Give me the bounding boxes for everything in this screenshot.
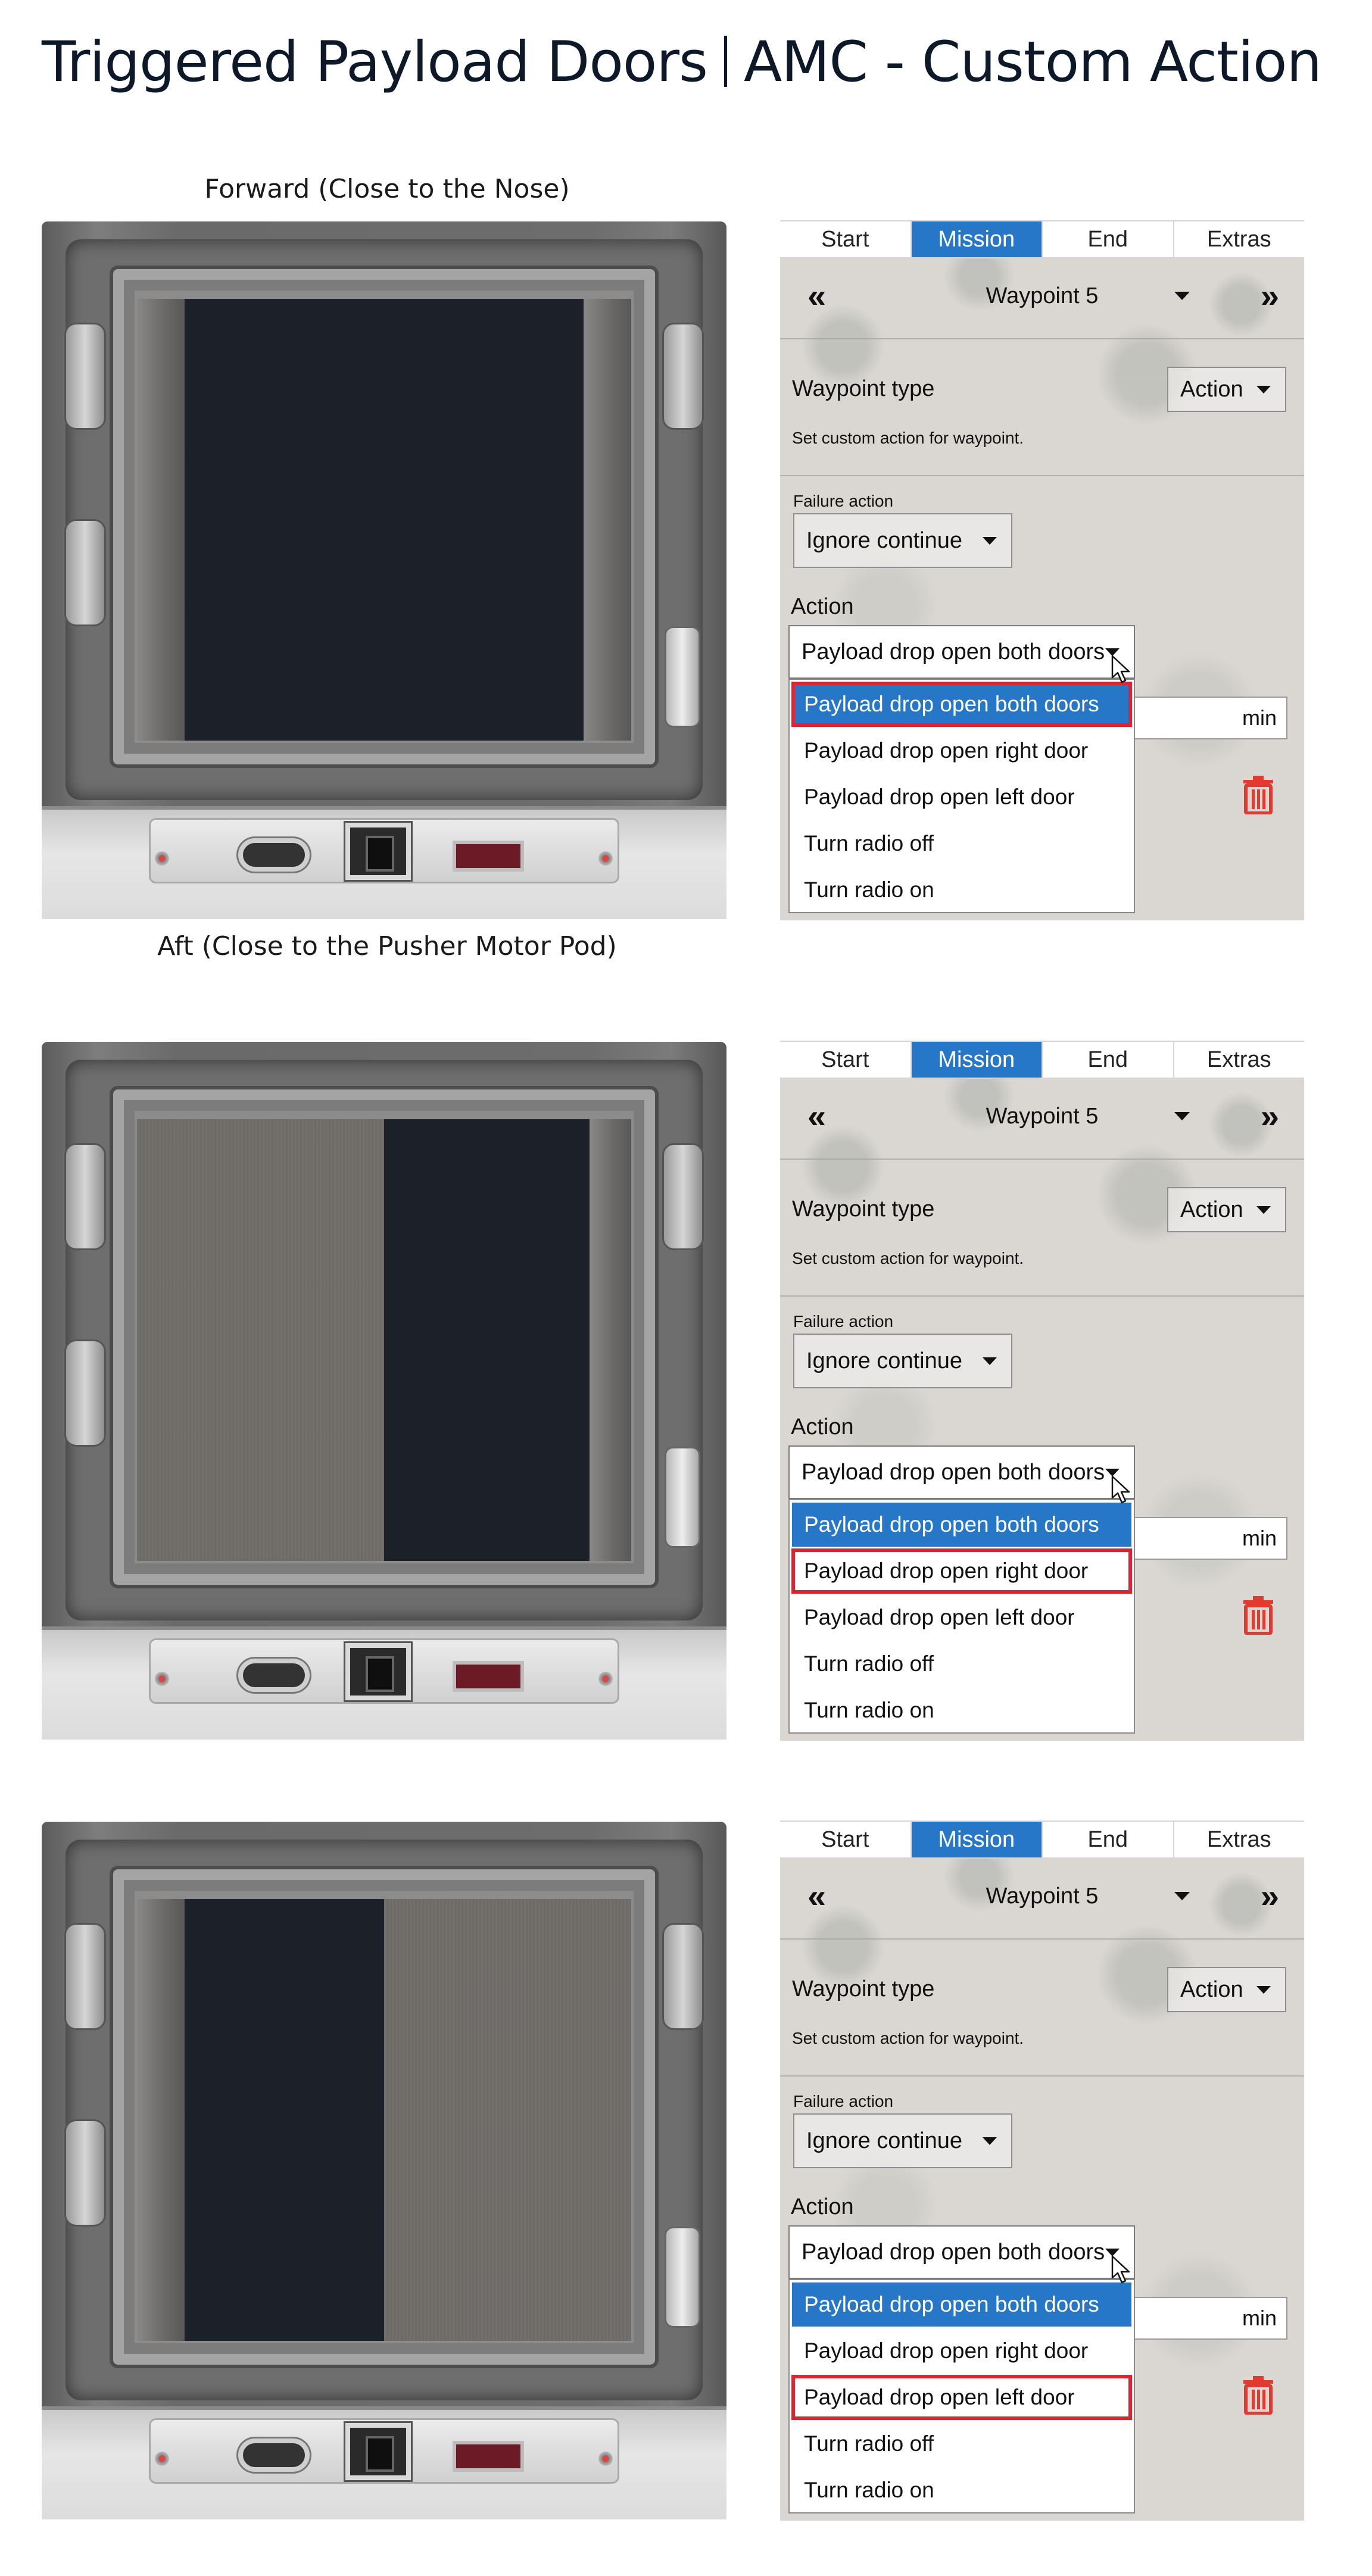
door-latch <box>665 2227 700 2328</box>
action-label: Action <box>791 2194 854 2219</box>
action-value: Payload drop open both doors <box>802 2239 1105 2265</box>
divider <box>780 2075 1304 2077</box>
failure-action-select[interactable] <box>793 2113 1012 2168</box>
action-option[interactable]: Payload drop open both doors <box>792 1503 1131 1547</box>
chevron-down-icon <box>983 537 997 545</box>
double-chevron-left-icon[interactable]: « <box>807 1877 827 1915</box>
chevron-down-icon <box>1256 386 1271 394</box>
title-left: Triggered Payload Doors <box>42 30 707 95</box>
action-option[interactable]: Turn radio off <box>804 2431 934 2456</box>
action-option[interactable]: Payload drop open right door <box>804 738 1089 763</box>
tab-start[interactable]: Start <box>780 1822 912 1857</box>
waypoint-type-value: Action <box>1180 1197 1243 1222</box>
waypoint-type-select[interactable] <box>1167 1967 1286 2012</box>
double-chevron-right-icon[interactable]: » <box>1260 1097 1279 1135</box>
door-latch <box>665 1447 700 1548</box>
waypoint-type-select[interactable] <box>1167 1187 1286 1232</box>
action-option[interactable]: Payload drop open left door <box>804 785 1075 809</box>
tab-extras[interactable]: Extras <box>1206 1826 1271 1852</box>
usb-port <box>238 1659 310 1692</box>
hinge-bracket <box>64 1143 106 1250</box>
chevron-down-icon <box>983 2137 997 2145</box>
action-option[interactable]: Turn radio on <box>804 1698 934 1722</box>
payload-bay-photo <box>42 221 726 919</box>
action-option[interactable]: Payload drop open right door <box>792 1549 1131 1593</box>
hinge-bracket <box>662 323 704 430</box>
action-option[interactable]: Turn radio on <box>804 878 934 902</box>
tab-end[interactable]: End <box>1043 221 1174 257</box>
tab-end[interactable]: End <box>1043 1822 1174 1857</box>
action-option[interactable]: Payload drop open left door <box>792 2375 1131 2419</box>
double-chevron-left-icon[interactable]: « <box>807 1097 827 1135</box>
tab-mission[interactable]: Mission <box>912 1042 1043 1078</box>
closed-door-panel <box>384 1899 631 2341</box>
divider <box>780 1938 1304 1940</box>
mission-tabs <box>780 1821 1304 1859</box>
mouse-cursor-icon <box>1111 655 1131 683</box>
door-latch <box>665 626 700 727</box>
usb-port <box>238 838 310 872</box>
folded-door-panel <box>137 299 185 741</box>
screw <box>598 851 613 866</box>
action-option[interactable]: Turn radio off <box>804 831 934 855</box>
screw <box>155 2452 169 2466</box>
waypoint-type-select[interactable] <box>1167 367 1286 412</box>
action-option[interactable]: Payload drop open both doors <box>792 2283 1131 2327</box>
failure-action-value: Ignore continue <box>806 1348 962 1373</box>
chevron-down-icon <box>1256 1206 1271 1214</box>
screw <box>598 2452 613 2466</box>
action-select[interactable] <box>788 625 1135 679</box>
chevron-down-icon[interactable] <box>1174 1112 1190 1120</box>
chevron-down-icon <box>983 1357 997 1365</box>
title-separator <box>724 36 727 87</box>
duration-field[interactable] <box>1131 2297 1287 2340</box>
action-dropdown-list <box>788 1499 1135 1734</box>
divider <box>780 1295 1304 1297</box>
payload-bay-photo <box>42 1822 726 2519</box>
screw <box>155 851 169 866</box>
mouse-cursor-icon <box>1111 2255 1131 2284</box>
hinge-bracket <box>64 1339 106 1447</box>
bay-opening <box>137 299 631 741</box>
red-label <box>453 841 524 872</box>
double-chevron-right-icon[interactable]: » <box>1260 277 1279 314</box>
action-option[interactable]: Payload drop open both doors <box>792 682 1131 726</box>
screw <box>598 1672 613 1686</box>
tab-extras[interactable]: Extras <box>1206 1047 1271 1072</box>
red-label <box>453 1661 524 1692</box>
duration-field[interactable] <box>1131 1517 1287 1560</box>
usb-port <box>238 2438 310 2472</box>
custom-action-hint: Set custom action for waypoint. <box>792 2029 1024 2047</box>
hinge-bracket <box>662 1143 704 1250</box>
folded-door-panel <box>584 299 631 741</box>
failure-action-value: Ignore continue <box>806 527 962 553</box>
mission-tabs <box>780 1041 1304 1079</box>
tab-extras[interactable]: Extras <box>1206 226 1271 252</box>
divider <box>780 475 1304 476</box>
page-title <box>42 30 1321 107</box>
tab-mission[interactable]: Mission <box>912 1822 1043 1857</box>
waypoint-type-label: Waypoint type <box>792 1977 935 2002</box>
hinge-bracket <box>64 519 106 626</box>
waypoint-navigator <box>780 1088 1304 1148</box>
duration-unit: min <box>1242 1526 1277 1550</box>
action-dropdown-list <box>788 679 1135 913</box>
folded-door-panel <box>590 1119 631 1561</box>
double-chevron-left-icon[interactable]: « <box>807 277 827 314</box>
failure-action-label: Failure action <box>793 2092 894 2110</box>
action-value: Payload drop open both doors <box>802 1459 1105 1485</box>
duration-field[interactable] <box>1131 697 1287 739</box>
action-dropdown-list <box>788 2279 1135 2513</box>
mission-tabs <box>780 220 1304 258</box>
failure-action-value: Ignore continue <box>806 2128 962 2153</box>
payload-bay-photo <box>42 1042 726 1740</box>
mission-panel <box>780 1041 1304 1741</box>
delete-icon[interactable] <box>1241 775 1276 814</box>
action-option[interactable]: Turn radio off <box>804 1651 934 1676</box>
double-chevron-right-icon[interactable]: » <box>1260 1877 1279 1915</box>
custom-action-hint: Set custom action for waypoint. <box>792 429 1024 447</box>
waypoint-type-label: Waypoint type <box>792 376 935 401</box>
waypoint-type-value: Action <box>1180 376 1243 402</box>
tab-start[interactable]: Start <box>780 221 912 257</box>
action-value: Payload drop open both doors <box>802 639 1105 664</box>
arming-switch <box>345 823 411 880</box>
chevron-down-icon <box>1256 1986 1271 1994</box>
tab-end[interactable]: End <box>1043 1042 1174 1078</box>
waypoint-type-label: Waypoint type <box>792 1197 935 1222</box>
closed-door-panel <box>137 1119 384 1561</box>
action-option[interactable]: Payload drop open right door <box>804 2338 1089 2363</box>
caption-forward: Forward (Close to the Nose) <box>204 174 570 204</box>
custom-action-hint: Set custom action for waypoint. <box>792 1249 1024 1267</box>
mouse-cursor-icon <box>1111 1475 1131 1504</box>
duration-unit: min <box>1242 2306 1277 2330</box>
tab-start[interactable]: Start <box>780 1042 912 1078</box>
chevron-down-icon[interactable] <box>1174 1892 1190 1900</box>
action-option[interactable]: Payload drop open left door <box>804 1605 1075 1629</box>
divider <box>780 338 1304 339</box>
folded-door-panel <box>137 1899 185 2341</box>
action-select[interactable] <box>788 1445 1135 1499</box>
failure-action-select[interactable] <box>793 1334 1012 1388</box>
action-select[interactable] <box>788 2225 1135 2279</box>
mission-panel <box>780 220 1304 920</box>
waypoint-selector[interactable]: Waypoint 5 <box>986 283 1099 308</box>
arming-switch <box>345 1643 411 1700</box>
hinge-bracket <box>64 2119 106 2227</box>
caption-aft: Aft (Close to the Pusher Motor Pod) <box>157 931 617 961</box>
chevron-down-icon[interactable] <box>1174 292 1190 300</box>
failure-action-label: Failure action <box>793 492 894 510</box>
failure-action-select[interactable] <box>793 513 1012 568</box>
screw <box>155 1672 169 1686</box>
delete-icon[interactable] <box>1241 1595 1276 1635</box>
hinge-bracket <box>64 323 106 430</box>
mission-panel <box>780 1821 1304 2521</box>
title-right: AMC - Custom Action <box>744 30 1322 95</box>
failure-action-label: Failure action <box>793 1312 894 1331</box>
waypoint-type-value: Action <box>1180 1977 1243 2002</box>
delete-icon[interactable] <box>1241 2375 1276 2415</box>
red-label <box>453 2441 524 2472</box>
arming-switch <box>345 2423 411 2480</box>
waypoint-navigator <box>780 268 1304 327</box>
action-label: Action <box>791 594 854 619</box>
tab-mission[interactable]: Mission <box>912 221 1043 257</box>
waypoint-selector[interactable]: Waypoint 5 <box>986 1104 1099 1129</box>
hinge-bracket <box>662 1923 704 2030</box>
hinge-bracket <box>64 1923 106 2030</box>
action-option[interactable]: Turn radio on <box>804 2478 934 2502</box>
duration-unit: min <box>1242 705 1277 730</box>
waypoint-navigator <box>780 1868 1304 1928</box>
waypoint-selector[interactable]: Waypoint 5 <box>986 1884 1099 1909</box>
action-label: Action <box>791 1415 854 1440</box>
divider <box>780 1159 1304 1160</box>
